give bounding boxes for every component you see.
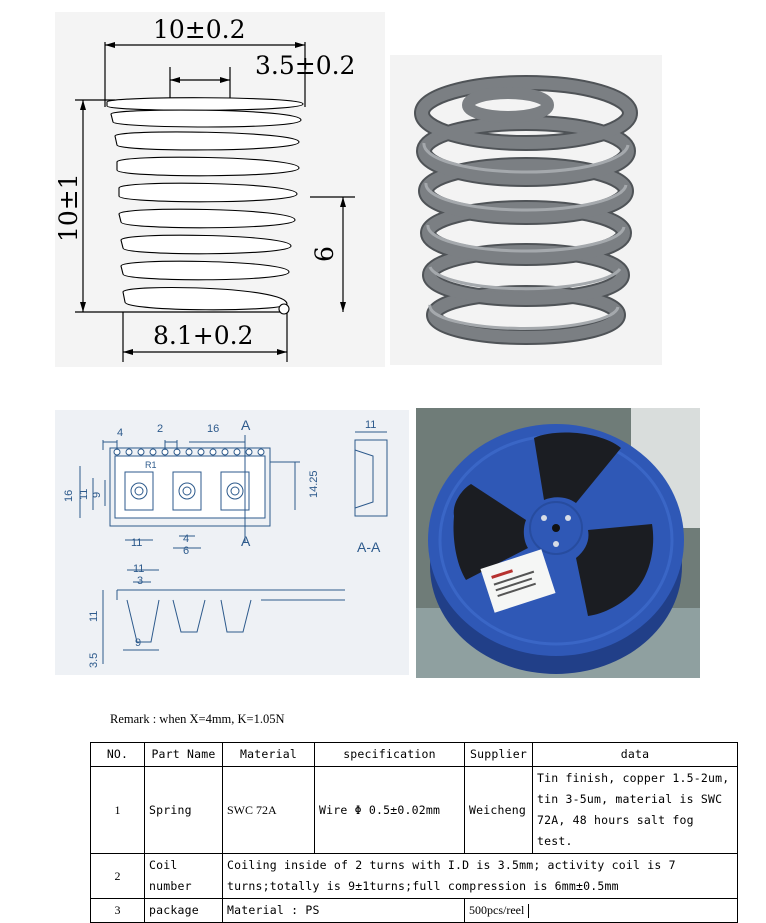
header-supplier: Supplier xyxy=(465,743,533,767)
row1-material: SWC 72A xyxy=(223,767,315,854)
dim-11-b: 11 xyxy=(133,563,145,575)
table-row xyxy=(91,854,738,899)
dim-16-left: 16 xyxy=(63,489,75,502)
dim-11-v: 11 xyxy=(88,610,100,622)
remark-text: Remark : when X=4mm, K=1.05N xyxy=(110,712,285,726)
row3-no: 3 xyxy=(91,899,145,923)
table-header-row xyxy=(91,743,738,767)
compressed-dim: 6 xyxy=(310,246,339,262)
section-a-top: A xyxy=(241,417,251,433)
dim-16-top: 16 xyxy=(207,423,220,435)
dim-9-b: 9 xyxy=(135,637,142,649)
top-width-dim: 10±0.2 xyxy=(153,15,246,44)
row1-part: Spring xyxy=(145,767,223,854)
reel-photo xyxy=(416,408,700,678)
table-row xyxy=(91,899,738,923)
header-material: Material xyxy=(223,743,315,767)
section-label: A-A xyxy=(357,539,381,555)
dim-3-b: 3 xyxy=(137,575,144,587)
row2-data: Coiling inside of 2 turns with I.D is 3.5mm; activity coil is 7 turns;totally is 9±1turns;full compression is 6mm±0.5mm xyxy=(223,854,738,899)
row3-qty: 500pcs/reel xyxy=(469,903,525,917)
inner-dim: 3.5±0.2 xyxy=(255,51,356,80)
bottom-width-dim: 8.1+0.2 xyxy=(153,321,254,350)
dim-11-side: 11 xyxy=(365,419,377,431)
row2-no: 2 xyxy=(91,854,145,899)
table-row xyxy=(91,767,738,854)
dim-11-bottom: 11 xyxy=(131,537,143,549)
carrier-tape-svg xyxy=(55,410,409,675)
spring-3d-svg xyxy=(390,55,662,365)
row1-no: 1 xyxy=(91,767,145,854)
header-specification: specification xyxy=(315,743,465,767)
row1-supplier: Weicheng xyxy=(465,767,533,854)
spring-3d-render xyxy=(390,55,662,365)
dim-14-25: 14.25 xyxy=(308,470,320,498)
dim-4-bottom: 4 xyxy=(183,533,190,545)
dim-9-left: 9 xyxy=(91,491,103,498)
dim-6-bottom: 6 xyxy=(183,545,190,557)
carrier-tape-drawing xyxy=(55,410,409,675)
spec-table xyxy=(90,742,738,923)
row1-data: Tin finish, copper 1.5-2um, tin 3-5um, material is SWC 72A, 48 hours salt fog test. xyxy=(533,767,738,854)
spring-drawing-svg xyxy=(55,12,385,367)
dim-11-left: 11 xyxy=(78,488,90,500)
section-a-bottom: A xyxy=(241,533,251,549)
row3-part: package xyxy=(145,899,223,923)
header-part-name: Part Name xyxy=(145,743,223,767)
row2-part: Coil number xyxy=(145,854,223,899)
header-data: data xyxy=(533,743,738,767)
header-no: NO. xyxy=(91,743,145,767)
dim-2: 2 xyxy=(157,423,164,435)
reel-photo-svg xyxy=(416,408,700,678)
row3-material: Material : PS xyxy=(223,899,465,923)
row1-spec: Wire Φ 0.5±0.02mm xyxy=(315,767,465,854)
dim-4: 4 xyxy=(117,427,124,439)
row3-qty-cell xyxy=(465,899,738,923)
height-dim: 10±1 xyxy=(55,173,83,242)
dim-3-5-b: 3.5 xyxy=(88,652,100,668)
dim-r1: R1 xyxy=(145,460,157,470)
text-cursor xyxy=(528,904,529,918)
spring-dimension-drawing xyxy=(55,12,385,367)
